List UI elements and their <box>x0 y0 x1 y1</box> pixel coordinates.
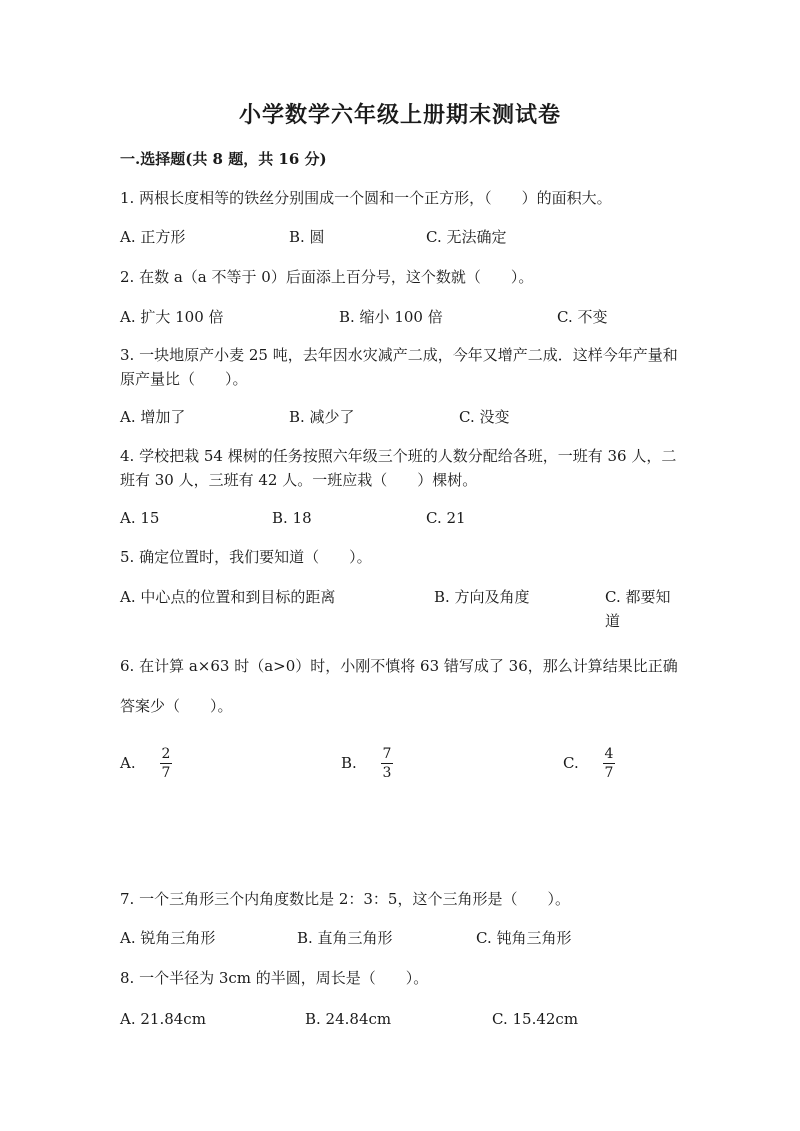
question-2-option-a[interactable]: A. 扩大 100 倍 <box>120 308 224 326</box>
question-4-option-b[interactable]: B. 18 <box>272 509 312 527</box>
question-6-fraction-c <box>603 746 615 781</box>
fraction-bar <box>160 763 172 764</box>
question-6-option-b[interactable]: B. <box>341 754 357 772</box>
question-5-option-b[interactable]: B. 方向及角度 <box>434 588 530 606</box>
question-1-option-b[interactable]: B. 圆 <box>289 228 325 246</box>
question-4-option-c[interactable]: C. 21 <box>426 509 466 527</box>
question-7-option-a[interactable]: A. 锐角三角形 <box>120 929 216 947</box>
question-3-stem: 3. 一块地原产小麦 25 吨，去年因水灾减产二成，今年又增产二成．这样今年产量和原产量比（ ）。 <box>120 346 678 388</box>
question-2-option-b[interactable]: B. 缩小 100 倍 <box>339 308 443 326</box>
question-8-option-c[interactable]: C. 15.42cm <box>492 1010 579 1028</box>
question-2-option-c[interactable]: C. 不变 <box>557 308 608 326</box>
question-2-stem: 2. 在数 a（a 不等于 0）后面添上百分号，这个数就（ ）。 <box>120 268 534 286</box>
question-1-stem: 1. 两根长度相等的铁丝分别围成一个圆和一个正方形，（ ）的面积大。 <box>120 189 612 207</box>
question-8-stem: 8. 一个半径为 3cm 的半圆，周长是（ ）。 <box>120 969 429 987</box>
question-7-option-b[interactable]: B. 直角三角形 <box>297 929 393 947</box>
page-title: 小学数学六年级上册期末测试卷 <box>238 102 561 128</box>
fraction-numerator: 4 <box>604 746 614 762</box>
question-8-option-a[interactable]: A. 21.84cm <box>120 1010 206 1028</box>
question-3-option-b[interactable]: B. 减少了 <box>289 408 355 426</box>
question-6-stem: 6. 在计算 a×63 时（a>0）时，小刚不慎将 63 错写成了 36，那么计算结果比正确答案少（ ）。 <box>120 657 678 715</box>
question-7-option-c[interactable]: C. 钝角三角形 <box>476 929 572 947</box>
question-3-option-a[interactable]: A. 增加了 <box>120 408 186 426</box>
question-1-option-c[interactable]: C. 无法确定 <box>426 228 507 246</box>
fraction-numerator: 2 <box>161 746 171 762</box>
question-1-option-a[interactable]: A. 正方形 <box>120 228 186 246</box>
question-6-fraction-a <box>160 746 172 781</box>
question-6-option-a[interactable]: A. <box>120 754 136 772</box>
question-5-option-c[interactable]: C. 都要知道 <box>605 588 671 630</box>
question-6-fraction-b <box>381 746 393 781</box>
fraction-numerator: 7 <box>382 746 392 762</box>
fraction-bar <box>381 763 393 764</box>
question-6-option-c[interactable]: C. <box>563 754 579 772</box>
question-3-option-c[interactable]: C. 没变 <box>459 408 510 426</box>
fraction-bar <box>603 763 615 764</box>
section-heading: 一.选择题(共 8 题，共 16 分) <box>120 150 327 168</box>
question-5-option-a[interactable]: A. 中心点的位置和到目标的距离 <box>120 588 336 606</box>
question-4-option-a[interactable]: A. 15 <box>120 509 160 527</box>
question-5-stem: 5. 确定位置时，我们要知道（ ）。 <box>120 548 372 566</box>
question-8-option-b[interactable]: B. 24.84cm <box>305 1010 392 1028</box>
fraction-denominator: 7 <box>604 765 614 781</box>
fraction-denominator: 3 <box>382 765 392 781</box>
question-7-stem: 7. 一个三角形三个内角度数比是 2：3：5，这个三角形是（ ）。 <box>120 890 570 908</box>
fraction-denominator: 7 <box>161 765 171 781</box>
question-4-stem: 4. 学校把栽 54 棵树的任务按照六年级三个班的人数分配给各班，一班有 36 人，二班有 30 人，三班有 42 人。一班应栽（ ）棵树。 <box>120 447 677 489</box>
